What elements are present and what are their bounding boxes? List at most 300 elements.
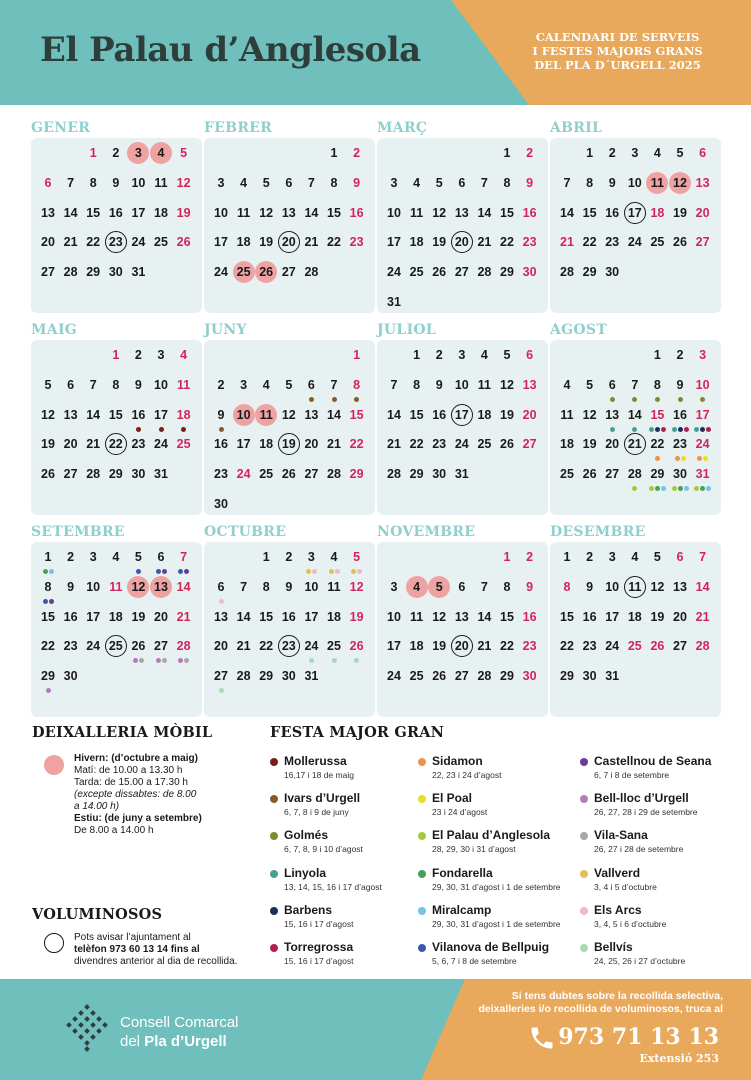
calendar-day: 7: [180, 550, 188, 564]
calendar-day: 10: [304, 579, 319, 594]
calendar-day: 26: [650, 639, 665, 654]
calendar-day: 30: [673, 467, 687, 482]
deixalleria-title: DEIXALLERIA MÒBIL: [32, 724, 213, 741]
calendar-day: 9: [353, 175, 361, 190]
calendar-day: 12: [432, 205, 447, 220]
festa-dots: [309, 397, 314, 402]
calendar-day: 9: [526, 175, 534, 190]
calendar-day: 4: [180, 348, 188, 362]
page-title: El Palau d’Anglesola: [40, 30, 421, 70]
calendar-day: 16: [522, 205, 537, 220]
calendar-day: 23: [605, 235, 620, 250]
calendar-day: 29: [582, 265, 597, 280]
voluminosos-line: telèfon 973 60 13 14 fins al: [74, 944, 200, 955]
calendar-day: 5: [653, 550, 661, 564]
calendar-day: 10: [233, 404, 255, 426]
festa-dots: [351, 569, 362, 574]
calendar-day: 4: [631, 550, 639, 564]
calendar-day: 27: [454, 669, 469, 684]
calendar-day: 22: [41, 639, 55, 654]
calendar-day: 10: [131, 175, 146, 190]
calendar-day: 20: [695, 205, 710, 220]
festa-dates: 22, 23 i 24 d’agost: [432, 770, 502, 780]
month-name: ABRIL: [550, 120, 603, 136]
schedule-line: (excepte dissabtes: de 8.00: [74, 789, 197, 800]
calendar-day: 21: [477, 235, 492, 250]
calendar-day: 7: [480, 579, 488, 594]
festa-dates: 24, 25, 26 i 27 d’octubre: [594, 956, 686, 966]
calendar-day: 15: [500, 205, 514, 220]
festa-dot-miralcamp: [706, 486, 711, 491]
calendar-day: 11: [646, 172, 668, 194]
calendar-day: 4: [112, 550, 120, 564]
calendar-day: 13: [522, 377, 537, 392]
calendar-day: 2: [435, 348, 443, 362]
calendar-day: 29: [41, 669, 55, 684]
calendar-day: 30: [582, 669, 597, 684]
calendar-day: 22: [582, 235, 597, 250]
calendar-day: 20: [522, 407, 537, 422]
calendar-day: 6: [67, 377, 75, 392]
calendar-day: 18: [409, 235, 424, 250]
consell-comarcal-logo-icon: [64, 1003, 110, 1058]
festa-dot-castellnou: [184, 569, 189, 574]
calendar-day: 19: [673, 205, 687, 220]
calendar-day: 27: [605, 467, 620, 482]
festa-dots: [678, 397, 683, 402]
calendar-day: 24: [454, 437, 469, 452]
festa-dates: 13, 14, 15, 16 i 17 d’agost: [284, 881, 382, 892]
festa-dots: [672, 427, 689, 432]
deixalleria-schedule: [74, 753, 202, 837]
calendar-day: 18: [176, 407, 191, 422]
calendar-day: 27: [214, 669, 228, 684]
calendar-day: 31: [304, 669, 319, 684]
festa-dot-bellloc: [46, 688, 51, 693]
calendar-day: 16: [432, 407, 447, 422]
page-subtitle: [500, 30, 735, 72]
calendar-day: 15: [582, 205, 597, 220]
calendar-day: 27: [304, 467, 319, 482]
calendar-day: 5: [503, 348, 511, 362]
calendar-day: 20: [451, 635, 473, 657]
calendar-day: 8: [44, 579, 52, 594]
calendar-day: 12: [349, 579, 364, 594]
festa-dot-barbens: [655, 427, 660, 432]
calendar-day: 29: [650, 467, 665, 482]
calendar-day: 23: [349, 235, 364, 250]
calendar-day: 10: [454, 377, 469, 392]
calendar-day: 29: [560, 669, 574, 684]
festa-town: Mollerussa: [284, 754, 347, 768]
calendar-day: 28: [176, 639, 191, 654]
calendar-day: 21: [560, 235, 574, 250]
calendar-day: 16: [605, 205, 620, 220]
calendar-day: 13: [63, 407, 78, 422]
calendar-day: 2: [285, 550, 293, 564]
calendar-day: 22: [349, 437, 364, 452]
calendar-day: 2: [676, 348, 684, 362]
month-name: GENER: [31, 120, 91, 136]
festa-dots: [329, 569, 340, 574]
festa-dot-barbens: [700, 427, 705, 432]
month-name: DESEMBRE: [550, 524, 646, 540]
festa-dot-fondarella: [43, 569, 48, 574]
calendar-day: 10: [627, 175, 642, 190]
festa-color-icon: [270, 795, 278, 803]
calendar-day: 20: [63, 437, 78, 452]
calendar-day: 11: [154, 175, 168, 190]
calendar-day: 20: [451, 231, 473, 253]
festa-dots: [43, 599, 54, 604]
calendar-day: 3: [240, 377, 248, 392]
festa-dot-golmes: [632, 397, 637, 402]
festa-dates: 15, 16 i 17 d’agost: [284, 918, 354, 929]
calendar-day: 8: [112, 377, 120, 392]
festa-dot-torregrossa: [684, 427, 689, 432]
festa-dot-arcs: [312, 569, 317, 574]
phone-icon: [528, 1024, 556, 1057]
festa-major-title: FESTA MAJOR GRAN: [270, 724, 445, 741]
calendar-day: 17: [154, 407, 168, 422]
calendar-day: 26: [41, 467, 55, 482]
festa-dot-vilanova: [43, 599, 48, 604]
schedule-line: a 14.00 h): [74, 801, 120, 812]
calendar-day: 12: [500, 377, 514, 392]
calendar-day: 21: [63, 235, 78, 250]
calendar-day: 13: [304, 407, 319, 422]
festa-dot-bellvis: [309, 658, 314, 663]
calendar-day: 28: [236, 669, 251, 684]
calendar-day: 3: [699, 348, 707, 362]
calendar-day: 23: [278, 635, 300, 657]
calendar-day: 30: [522, 265, 537, 280]
calendar-day: 27: [154, 639, 168, 654]
calendar-day: 19: [131, 609, 146, 624]
calendar-day: 28: [63, 265, 78, 280]
calendar-day: 16: [63, 609, 78, 624]
calendar-day: 5: [285, 377, 293, 392]
festa-color-icon: [418, 907, 426, 915]
festa-dots: [632, 397, 637, 402]
month-box: [31, 542, 202, 717]
calendar-day: 1: [503, 146, 511, 160]
calendar-day: 7: [89, 377, 97, 392]
calendar-day: 17: [387, 639, 401, 654]
month-box: [204, 340, 375, 515]
schedule-line: Estiu: (de juny a setembre): [74, 813, 202, 824]
calendar-day: 17: [451, 404, 473, 426]
festa-dates: 5, 6, 7 i 8 de setembre: [432, 956, 517, 966]
calendar-day: 6: [285, 175, 293, 190]
calendar-day: 29: [349, 467, 364, 482]
calendar-day: 16: [349, 205, 364, 220]
festa-dot-linyola: [649, 427, 654, 432]
festa-dots: [181, 427, 186, 432]
month-name: FEBRER: [204, 120, 273, 136]
calendar-day: 10: [154, 377, 168, 392]
voluminosos-day-swatch: [44, 933, 64, 953]
calendar-day: 18: [154, 205, 168, 220]
calendar-day: 11: [477, 377, 491, 392]
festa-dot-mollerussa: [181, 427, 186, 432]
calendar-day: 17: [387, 235, 401, 250]
calendar-day: 13: [695, 175, 710, 190]
calendar-day: 19: [176, 205, 191, 220]
calendar-day: 18: [477, 407, 492, 422]
calendar-day: 21: [176, 609, 191, 624]
calendar-day: 22: [500, 639, 514, 654]
festa-dots: [697, 456, 708, 461]
calendar-day: 17: [214, 235, 228, 250]
calendar-day: 26: [582, 467, 597, 482]
schedule-line: De 8.00 a 14.00 h: [74, 825, 154, 836]
calendar-day: 25: [409, 265, 424, 280]
calendar-day: 29: [259, 669, 274, 684]
calendar-day: 30: [522, 669, 537, 684]
festa-dots: [219, 599, 224, 604]
calendar-day: 15: [259, 609, 274, 624]
calendar-day: 24: [236, 467, 251, 482]
calendar-day: 3: [631, 146, 639, 160]
calendar-day: 1: [653, 348, 661, 362]
calendar-day: 23: [582, 639, 597, 654]
calendar-day: 25: [176, 437, 191, 452]
calendar-day: 18: [327, 609, 341, 624]
calendar-day: 6: [458, 175, 466, 190]
festa-dots: [354, 658, 359, 663]
calendar-day: 1: [44, 550, 52, 564]
festa-color-icon: [580, 944, 588, 952]
calendar-day: 21: [477, 639, 492, 654]
calendar-day: 12: [281, 407, 296, 422]
festa-dots: [219, 427, 224, 432]
month-name: OCTUBRE: [204, 524, 287, 540]
calendar-day: 30: [131, 467, 146, 482]
calendar-day: 7: [330, 377, 338, 392]
month-name: NOVEMBRE: [377, 524, 476, 540]
calendar-day: 7: [631, 377, 639, 392]
calendar-day: 16: [214, 437, 228, 452]
calendar-day: 18: [650, 205, 665, 220]
festa-dot-castellnou: [162, 569, 167, 574]
calendar-day: 14: [695, 579, 710, 594]
calendar-day: 20: [154, 609, 168, 624]
calendar-day: 3: [157, 348, 165, 362]
calendar-day: 14: [304, 205, 319, 220]
calendar-day: 11: [109, 579, 123, 594]
calendar-day: 20: [214, 639, 228, 654]
calendar-day: 16: [522, 609, 537, 624]
month-name: MARÇ: [377, 120, 428, 136]
calendar-day: 19: [41, 437, 55, 452]
calendar-day: 3: [127, 142, 149, 164]
calendar-day: 9: [586, 579, 594, 594]
festa-dots: [649, 427, 666, 432]
calendar-day: 2: [586, 550, 594, 564]
festa-dot-ivars: [354, 397, 359, 402]
festa-dots: [610, 397, 615, 402]
festa-town: Castellnou de Seana: [594, 754, 712, 768]
calendar-day: 5: [180, 146, 188, 160]
calendar-day: 30: [108, 265, 123, 280]
calendar-day: 11: [624, 576, 646, 598]
festa-dot-arcs: [335, 569, 340, 574]
festa-dots: [655, 397, 660, 402]
calendar-day: 9: [608, 175, 616, 190]
calendar-day: 26: [281, 467, 296, 482]
calendar-day: 8: [413, 377, 421, 392]
calendar-day: 25: [650, 235, 665, 250]
festa-color-icon: [580, 795, 588, 803]
festa-dot-linyola: [672, 427, 677, 432]
festa-dots: [675, 456, 686, 461]
festa-dates: 28, 29, 30 i 31 d’agost: [432, 844, 516, 855]
calendar-day: 9: [112, 175, 120, 190]
help-line: Si tens dubtes sobre la recollida selectiva,: [511, 990, 723, 1002]
calendar-day: 4: [413, 175, 421, 190]
calendar-day: 17: [695, 407, 710, 422]
calendar-day: 16: [108, 205, 123, 220]
calendar-day: 23: [131, 437, 146, 452]
calendar-day: 9: [134, 377, 142, 392]
calendar-day: 4: [150, 142, 172, 164]
calendar-day: 22: [259, 639, 274, 654]
festa-color-icon: [270, 944, 278, 952]
festa-dot-mollerussa: [136, 427, 141, 432]
schedule-line: Tarda: de 15.00 a 17.30 h: [74, 777, 188, 788]
calendar-day: 22: [105, 433, 127, 455]
festa-dots: [632, 427, 637, 432]
festa-dots: [178, 569, 189, 574]
calendar-day: 17: [131, 205, 146, 220]
calendar-day: 14: [176, 579, 191, 594]
month-name: JUNY: [204, 322, 247, 338]
calendar-day: 2: [217, 377, 225, 392]
calendar-day: 25: [154, 235, 168, 250]
calendar-day: 26: [673, 235, 687, 250]
calendar-day: 4: [240, 175, 248, 190]
calendar-day: 6: [526, 348, 534, 362]
festa-dots: [332, 658, 337, 663]
calendar-day: 1: [330, 146, 338, 160]
calendar-day: 5: [435, 175, 443, 190]
calendar-day: 31: [605, 669, 620, 684]
calendar-day: 11: [560, 407, 574, 422]
festa-dot-linyola: [610, 427, 615, 432]
calendar-day: 13: [454, 205, 469, 220]
calendar-day: 19: [582, 437, 597, 452]
calendar-day: 9: [435, 377, 443, 392]
calendar-day: 7: [699, 550, 707, 564]
calendar-day: 16: [131, 407, 146, 422]
festa-dot-ivars: [309, 397, 314, 402]
calendar-day: 7: [480, 175, 488, 190]
calendar-day: 30: [281, 669, 296, 684]
calendar-day: 2: [526, 550, 534, 564]
phone-extension: Extensió 253: [639, 1052, 719, 1065]
calendar-day: 12: [669, 172, 691, 194]
festa-dot-miralcamp: [49, 569, 54, 574]
calendar-day: 18: [236, 235, 251, 250]
festa-dot-vilanova: [136, 569, 141, 574]
calendar-day: 6: [307, 377, 315, 392]
help-line: deixalleries i/o recollida de voluminosos, truca al: [478, 1003, 723, 1015]
calendar-day: 7: [307, 175, 315, 190]
calendar-day: 15: [409, 407, 424, 422]
festa-dot-fondarella: [655, 486, 660, 491]
calendar-day: 28: [477, 669, 492, 684]
calendar-day: 14: [387, 407, 401, 422]
voluminosos-title: VOLUMINOSOS: [32, 906, 163, 923]
calendar-day: 2: [353, 146, 361, 160]
calendar-day: 19: [650, 609, 665, 624]
month-box: [204, 542, 375, 717]
calendar-day: 12: [259, 205, 274, 220]
festa-dots: [159, 427, 164, 432]
festa-dot-vilasana: [184, 658, 189, 663]
calendar-day: 21: [695, 609, 710, 624]
calendar-day: 17: [624, 202, 646, 224]
calendar-day: 4: [480, 348, 488, 362]
calendar-day: 13: [281, 205, 296, 220]
calendar-day: 19: [432, 235, 447, 250]
festa-dot-linyola: [694, 427, 699, 432]
calendar-day: 10: [214, 205, 228, 220]
calendar-day: 15: [41, 609, 55, 624]
calendar-day: 24: [86, 639, 101, 654]
calendar-day: 4: [563, 377, 571, 392]
festa-dot-bellvis: [354, 658, 359, 663]
calendar-day: 3: [458, 348, 466, 362]
calendar-day: 23: [432, 437, 447, 452]
calendar-day: 5: [586, 377, 594, 392]
festa-town: Ivars d’Urgell: [284, 791, 361, 806]
calendar-day: 15: [327, 205, 341, 220]
calendar-day: 11: [176, 377, 191, 392]
festa-dots: [309, 658, 314, 663]
festa-color-icon: [580, 907, 588, 915]
month-name: MAIG: [31, 322, 78, 338]
calendar-day: 2: [67, 550, 75, 564]
calendar-day: 10: [387, 609, 401, 624]
festa-dates: 6, 7, 8, 9 i 10 d’agost: [284, 844, 363, 855]
schedule-line: Matí: de 10.00 a 13.30 h: [74, 765, 183, 776]
festa-dots: [156, 569, 167, 574]
festa-town: Golmés: [284, 828, 329, 843]
help-text: [478, 990, 723, 1016]
festa-dot-torregrossa: [706, 427, 711, 432]
calendar-day: 31: [154, 467, 168, 482]
phone-number[interactable]: 973 71 13 13: [558, 1024, 719, 1050]
festa-dot-palau: [694, 486, 699, 491]
festa-color-icon: [580, 832, 588, 840]
calendar-day: 24: [627, 235, 642, 250]
calendar-day: 6: [44, 175, 52, 190]
voluminosos-line: Pots avisar l’ajuntament al: [74, 932, 191, 943]
calendar-day: 12: [176, 175, 191, 190]
calendar-day: 23: [522, 235, 537, 250]
calendar-day: 28: [477, 265, 492, 280]
calendar-day: 28: [327, 467, 341, 482]
calendar-day: 19: [259, 235, 274, 250]
festa-color-icon: [580, 870, 588, 878]
calendar-day: 25: [105, 635, 127, 657]
calendar-day: 12: [432, 609, 447, 624]
calendar-day: 21: [304, 235, 319, 250]
month-name: AGOST: [550, 322, 608, 338]
calendar-day: 22: [500, 235, 514, 250]
